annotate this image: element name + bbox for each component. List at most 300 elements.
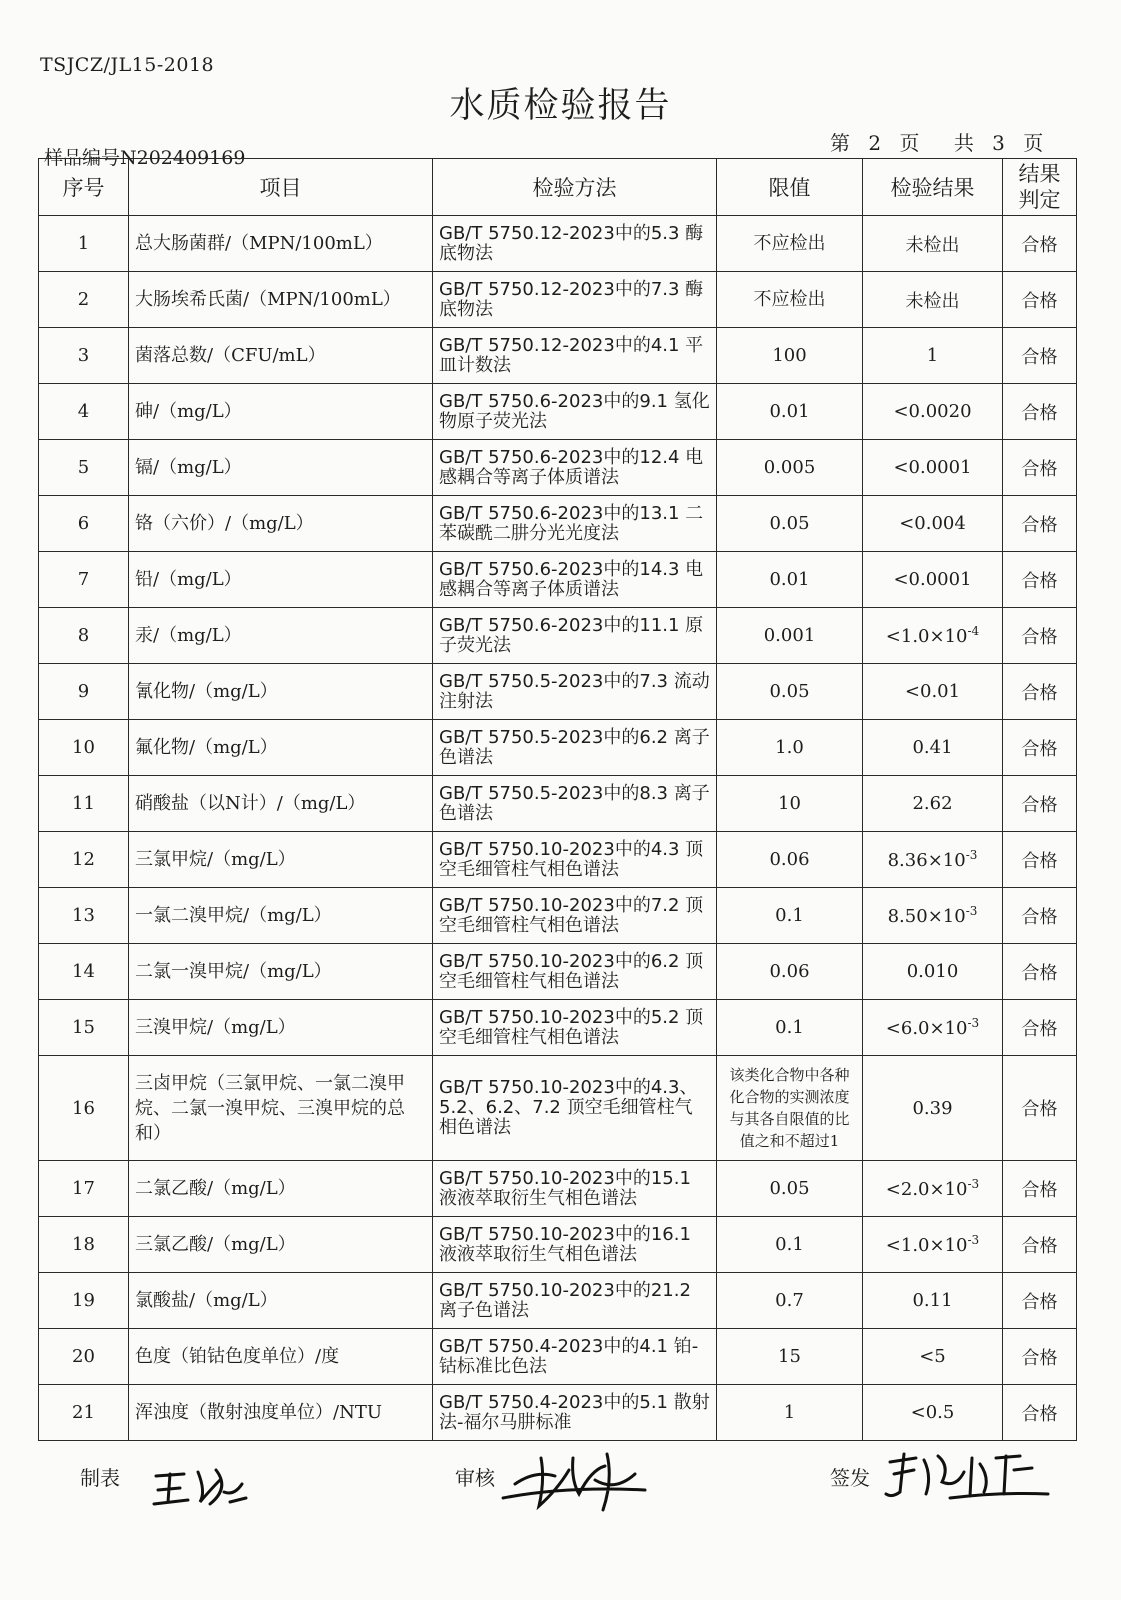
row-limit-text: 0.06 bbox=[769, 960, 810, 982]
row-result-text: <0.01 bbox=[904, 681, 961, 702]
row-item-text: 三溴甲烷/（mg/L） bbox=[135, 1017, 296, 1038]
row-method-text: GB/T 5750.12-2023中的7.3 酶底物法 bbox=[439, 278, 704, 320]
table-row bbox=[39, 1161, 1077, 1217]
table-row bbox=[39, 1056, 1077, 1161]
row-verdict bbox=[1003, 720, 1077, 776]
row-result bbox=[863, 1000, 1003, 1056]
row-number-text: 12 bbox=[72, 849, 95, 870]
row-result-text: 8.50×10 bbox=[887, 906, 966, 927]
row-limit bbox=[717, 608, 863, 664]
header-no: 序号 bbox=[39, 159, 129, 216]
row-limit bbox=[717, 888, 863, 944]
page-label-di: 第 bbox=[830, 131, 850, 155]
row-result-text: 0.41 bbox=[912, 737, 953, 758]
row-item-text: 三氯乙酸/（mg/L） bbox=[135, 1234, 296, 1255]
row-verdict bbox=[1003, 384, 1077, 440]
row-method-text: GB/T 5750.10-2023中的21.2 离子色谱法 bbox=[439, 1279, 691, 1321]
row-result-exponent: -3 bbox=[967, 1233, 980, 1247]
row-verdict bbox=[1003, 1161, 1077, 1217]
row-method bbox=[433, 216, 717, 272]
prepared-signature bbox=[150, 1462, 250, 1510]
row-number bbox=[39, 328, 129, 384]
row-verdict bbox=[1003, 216, 1077, 272]
row-number-text: 18 bbox=[72, 1234, 95, 1255]
row-item bbox=[129, 944, 433, 1000]
row-method-text: GB/T 5750.6-2023中的13.1 二苯碳酰二肼分光光度法 bbox=[439, 502, 704, 544]
row-item bbox=[129, 720, 433, 776]
row-result-text: 未检出 bbox=[905, 234, 960, 256]
row-verdict-text: 合格 bbox=[1021, 738, 1058, 760]
header-verdict bbox=[1003, 159, 1077, 216]
row-limit-text: 0.01 bbox=[769, 400, 810, 422]
row-verdict-text: 合格 bbox=[1021, 962, 1058, 984]
row-item-text: 铬（六价）/（mg/L） bbox=[135, 513, 314, 534]
table-row bbox=[39, 552, 1077, 608]
row-method bbox=[433, 496, 717, 552]
row-method bbox=[433, 664, 717, 720]
table-row bbox=[39, 384, 1077, 440]
row-limit-text: 0.1 bbox=[775, 1233, 804, 1255]
row-item-text: 汞/（mg/L） bbox=[135, 625, 242, 646]
row-verdict-text: 合格 bbox=[1021, 458, 1058, 480]
row-number bbox=[39, 888, 129, 944]
page-label-ye: 页 bbox=[899, 131, 920, 155]
page-total: 3 bbox=[992, 131, 1005, 155]
row-limit-text: 0.05 bbox=[769, 1177, 810, 1199]
row-item-text: 硝酸盐（以N计）/（mg/L） bbox=[135, 793, 366, 814]
row-result-exponent: -3 bbox=[967, 1016, 980, 1030]
table-row bbox=[39, 944, 1077, 1000]
row-verdict bbox=[1003, 496, 1077, 552]
table-row bbox=[39, 776, 1077, 832]
row-verdict bbox=[1003, 832, 1077, 888]
row-verdict-text: 合格 bbox=[1021, 682, 1058, 704]
row-method-text: GB/T 5750.6-2023中的9.1 氢化物原子荧光法 bbox=[439, 390, 710, 432]
results-table bbox=[38, 158, 1077, 1441]
row-limit-text: 0.001 bbox=[763, 624, 816, 646]
row-item-text: 三氯甲烷/（mg/L） bbox=[135, 849, 296, 870]
row-result bbox=[863, 1385, 1003, 1441]
row-verdict bbox=[1003, 1273, 1077, 1329]
row-limit-text: 100 bbox=[772, 344, 807, 366]
row-result bbox=[863, 384, 1003, 440]
row-method bbox=[433, 1000, 717, 1056]
row-limit bbox=[717, 664, 863, 720]
row-item bbox=[129, 1329, 433, 1385]
row-verdict-text: 合格 bbox=[1021, 346, 1058, 368]
row-number-text: 14 bbox=[72, 961, 95, 982]
report-title: 水质检验报告 bbox=[449, 86, 672, 126]
row-method-text: GB/T 5750.10-2023中的4.3、5.2、6.2、7.2 顶空毛细管柱气相色谱法 bbox=[439, 1077, 698, 1138]
row-result bbox=[863, 1056, 1003, 1161]
row-item bbox=[129, 216, 433, 272]
row-number-text: 13 bbox=[72, 905, 95, 926]
row-item bbox=[129, 440, 433, 496]
row-method-text: GB/T 5750.10-2023中的4.3 顶空毛细管柱气相色谱法 bbox=[439, 838, 704, 880]
sample-number: 样品编号N202409169 bbox=[44, 147, 246, 169]
table-row bbox=[39, 216, 1077, 272]
row-number bbox=[39, 720, 129, 776]
row-method bbox=[433, 832, 717, 888]
table-row bbox=[39, 888, 1077, 944]
row-limit-text: 不应检出 bbox=[753, 288, 826, 310]
row-method-text: GB/T 5750.10-2023中的16.1 液液萃取衍生气相色谱法 bbox=[439, 1223, 691, 1265]
row-method-text: GB/T 5750.6-2023中的12.4 电感耦合等离子体质谱法 bbox=[439, 446, 704, 488]
row-result-exponent: -3 bbox=[967, 1177, 980, 1191]
row-result bbox=[863, 496, 1003, 552]
row-number bbox=[39, 608, 129, 664]
row-limit-text: 0.1 bbox=[775, 904, 804, 926]
row-limit bbox=[717, 272, 863, 328]
table-row bbox=[39, 1273, 1077, 1329]
row-result-text: 2.62 bbox=[912, 793, 953, 814]
row-item bbox=[129, 272, 433, 328]
row-method bbox=[433, 1161, 717, 1217]
row-number-text: 10 bbox=[72, 737, 95, 758]
header-result: 检验结果 bbox=[863, 159, 1003, 216]
row-number bbox=[39, 776, 129, 832]
row-number-text: 8 bbox=[77, 625, 90, 646]
row-item bbox=[129, 664, 433, 720]
row-limit-text: 10 bbox=[778, 792, 801, 814]
row-result bbox=[863, 832, 1003, 888]
issued-by-label: 签发 bbox=[830, 1466, 870, 1490]
issued-signature bbox=[880, 1448, 1055, 1508]
row-result bbox=[863, 1161, 1003, 1217]
row-result-exponent: -3 bbox=[965, 904, 978, 918]
header-verdict-line2: 判定 bbox=[1018, 188, 1061, 212]
row-result bbox=[863, 552, 1003, 608]
row-result-text: 未检出 bbox=[905, 290, 960, 312]
row-item-text: 砷/（mg/L） bbox=[135, 401, 242, 422]
row-result-text: <5 bbox=[919, 1346, 946, 1367]
row-method-text: GB/T 5750.10-2023中的6.2 顶空毛细管柱气相色谱法 bbox=[439, 950, 704, 992]
row-limit bbox=[717, 552, 863, 608]
table-body bbox=[39, 216, 1077, 1441]
table-row bbox=[39, 328, 1077, 384]
row-number-text: 20 bbox=[72, 1346, 95, 1367]
row-item-text: 大肠埃希氏菌/（MPN/100mL） bbox=[135, 289, 401, 310]
row-verdict bbox=[1003, 328, 1077, 384]
row-number-text: 15 bbox=[72, 1017, 95, 1038]
prepared-by-label: 制表 bbox=[80, 1466, 120, 1490]
row-number bbox=[39, 272, 129, 328]
row-item bbox=[129, 776, 433, 832]
row-item bbox=[129, 384, 433, 440]
row-item-text: 浑浊度（散射浊度单位）/NTU bbox=[135, 1402, 382, 1423]
row-limit bbox=[717, 496, 863, 552]
row-number bbox=[39, 496, 129, 552]
row-method-text: GB/T 5750.10-2023中的7.2 顶空毛细管柱气相色谱法 bbox=[439, 894, 704, 936]
row-item bbox=[129, 1273, 433, 1329]
row-item bbox=[129, 1000, 433, 1056]
row-limit-text: 0.05 bbox=[769, 512, 810, 534]
row-verdict-text: 合格 bbox=[1021, 626, 1058, 648]
row-number bbox=[39, 664, 129, 720]
row-method-text: GB/T 5750.12-2023中的5.3 酶底物法 bbox=[439, 222, 704, 264]
row-result bbox=[863, 1273, 1003, 1329]
table-row bbox=[39, 608, 1077, 664]
row-verdict bbox=[1003, 1329, 1077, 1385]
row-verdict-text: 合格 bbox=[1021, 1347, 1058, 1369]
row-verdict-text: 合格 bbox=[1021, 1099, 1058, 1120]
row-number-text: 4 bbox=[77, 401, 90, 422]
row-item bbox=[129, 496, 433, 552]
row-method bbox=[433, 272, 717, 328]
row-item-text: 铅/（mg/L） bbox=[135, 569, 242, 590]
row-verdict bbox=[1003, 776, 1077, 832]
table-row bbox=[39, 440, 1077, 496]
row-verdict-text: 合格 bbox=[1021, 514, 1058, 536]
row-method-text: GB/T 5750.5-2023中的6.2 离子色谱法 bbox=[439, 726, 710, 768]
row-verdict bbox=[1003, 608, 1077, 664]
row-limit bbox=[717, 720, 863, 776]
row-result bbox=[863, 776, 1003, 832]
row-result-text: 0.39 bbox=[912, 1097, 953, 1119]
row-verdict bbox=[1003, 272, 1077, 328]
table-header-row bbox=[39, 159, 1077, 216]
row-number-text: 7 bbox=[77, 569, 90, 590]
row-result bbox=[863, 1217, 1003, 1273]
row-limit-text: 0.7 bbox=[775, 1289, 804, 1311]
row-verdict bbox=[1003, 1385, 1077, 1441]
page-current: 2 bbox=[868, 131, 882, 155]
row-limit bbox=[717, 944, 863, 1000]
row-verdict-text: 合格 bbox=[1021, 1179, 1058, 1201]
table-row bbox=[39, 496, 1077, 552]
row-item-text: 氰化物/（mg/L） bbox=[135, 681, 278, 702]
reviewed-by-label: 审核 bbox=[455, 1466, 495, 1490]
row-limit bbox=[717, 328, 863, 384]
row-verdict-text: 合格 bbox=[1021, 1018, 1058, 1040]
reviewed-signature bbox=[495, 1440, 655, 1520]
row-method bbox=[433, 384, 717, 440]
row-number bbox=[39, 1056, 129, 1161]
row-number-text: 5 bbox=[77, 457, 90, 478]
row-verdict bbox=[1003, 552, 1077, 608]
row-limit bbox=[717, 1161, 863, 1217]
row-number bbox=[39, 1329, 129, 1385]
row-result-exponent: -4 bbox=[967, 624, 980, 638]
row-number-text: 11 bbox=[72, 793, 95, 814]
row-result-text: <0.5 bbox=[910, 1402, 955, 1423]
row-number bbox=[39, 1217, 129, 1273]
row-item bbox=[129, 1056, 433, 1161]
row-limit bbox=[717, 1217, 863, 1273]
row-result bbox=[863, 440, 1003, 496]
row-result-text: <1.0×10 bbox=[885, 1235, 968, 1256]
row-limit-text: 不应检出 bbox=[753, 232, 826, 254]
row-verdict-text: 合格 bbox=[1021, 234, 1058, 256]
row-verdict-text: 合格 bbox=[1021, 570, 1058, 592]
row-number-text: 6 bbox=[77, 513, 90, 534]
row-result bbox=[863, 720, 1003, 776]
row-result-text: <0.0020 bbox=[893, 401, 972, 422]
table-row bbox=[39, 272, 1077, 328]
row-verdict-text: 合格 bbox=[1021, 794, 1058, 816]
row-number bbox=[39, 1273, 129, 1329]
row-number-text: 1 bbox=[77, 233, 90, 254]
row-item-text: 菌落总数/（CFU/mL） bbox=[135, 345, 326, 366]
table-row bbox=[39, 664, 1077, 720]
row-item-text: 色度（铂钴色度单位）/度 bbox=[135, 1346, 340, 1367]
row-limit bbox=[717, 1273, 863, 1329]
row-number bbox=[39, 832, 129, 888]
row-verdict-text: 合格 bbox=[1021, 1235, 1058, 1257]
table-row bbox=[39, 1329, 1077, 1385]
row-number bbox=[39, 944, 129, 1000]
row-verdict-text: 合格 bbox=[1021, 850, 1058, 872]
row-result-text: <1.0×10 bbox=[885, 626, 968, 647]
row-result bbox=[863, 1329, 1003, 1385]
row-method bbox=[433, 944, 717, 1000]
row-limit-text: 1 bbox=[783, 1401, 796, 1423]
row-item-text: 氯酸盐/（mg/L） bbox=[135, 1290, 278, 1311]
row-method bbox=[433, 440, 717, 496]
row-method bbox=[433, 888, 717, 944]
page-indicator bbox=[830, 127, 1049, 156]
row-limit bbox=[717, 440, 863, 496]
row-method bbox=[433, 1273, 717, 1329]
row-method bbox=[433, 1217, 717, 1273]
row-limit-text: 0.06 bbox=[769, 848, 810, 870]
row-result bbox=[863, 216, 1003, 272]
row-item bbox=[129, 552, 433, 608]
row-number bbox=[39, 1385, 129, 1441]
header-limit: 限值 bbox=[717, 159, 863, 216]
row-limit-text: 1.0 bbox=[775, 736, 804, 758]
row-item bbox=[129, 1161, 433, 1217]
row-method-text: GB/T 5750.4-2023中的4.1 铂-钴标准比色法 bbox=[439, 1335, 699, 1377]
row-item-text: 氟化物/（mg/L） bbox=[135, 737, 278, 758]
table-row bbox=[39, 1217, 1077, 1273]
row-verdict bbox=[1003, 1000, 1077, 1056]
row-verdict-text: 合格 bbox=[1021, 906, 1058, 928]
row-result-text: <2.0×10 bbox=[885, 1179, 968, 1200]
row-result-text: 0.010 bbox=[906, 961, 959, 982]
row-number bbox=[39, 216, 129, 272]
header-method: 检验方法 bbox=[433, 159, 717, 216]
header-verdict-line1: 结果 bbox=[1018, 162, 1061, 186]
row-item bbox=[129, 328, 433, 384]
row-method-text: GB/T 5750.4-2023中的5.1 散射法-福尔马肼标准 bbox=[439, 1391, 710, 1433]
page-label-gong: 共 bbox=[953, 131, 974, 155]
row-number bbox=[39, 384, 129, 440]
row-method bbox=[433, 720, 717, 776]
row-item-text: 一氯二溴甲烷/（mg/L） bbox=[135, 905, 332, 926]
row-result bbox=[863, 608, 1003, 664]
row-item-text: 三卤甲烷（三氯甲烷、一氯二溴甲烷、二氯一溴甲烷、三溴甲烷的总和） bbox=[135, 1072, 405, 1144]
row-verdict bbox=[1003, 944, 1077, 1000]
row-result-text: <0.0001 bbox=[893, 569, 972, 590]
row-result bbox=[863, 888, 1003, 944]
row-number bbox=[39, 1000, 129, 1056]
row-method bbox=[433, 1056, 717, 1161]
row-limit-text: 15 bbox=[778, 1345, 801, 1367]
row-item bbox=[129, 1385, 433, 1441]
row-item-text: 镉/（mg/L） bbox=[135, 457, 242, 478]
table-row bbox=[39, 1000, 1077, 1056]
header-item: 项目 bbox=[129, 159, 433, 216]
row-result-text: <0.004 bbox=[899, 513, 966, 534]
row-number-text: 21 bbox=[72, 1402, 95, 1423]
row-limit-text: 0.1 bbox=[775, 1016, 804, 1038]
row-method-text: GB/T 5750.10-2023中的15.1 液液萃取衍生气相色谱法 bbox=[439, 1167, 691, 1209]
row-number-text: 9 bbox=[77, 681, 90, 702]
row-verdict bbox=[1003, 1056, 1077, 1161]
row-verdict-text: 合格 bbox=[1021, 290, 1058, 312]
table-row bbox=[39, 1385, 1077, 1441]
row-result-exponent: -3 bbox=[965, 848, 978, 862]
row-limit-text: 0.01 bbox=[769, 568, 810, 590]
row-method-text: GB/T 5750.6-2023中的11.1 原子荧光法 bbox=[439, 614, 704, 656]
row-result bbox=[863, 328, 1003, 384]
row-number bbox=[39, 440, 129, 496]
row-verdict-text: 合格 bbox=[1021, 1291, 1058, 1313]
row-limit bbox=[717, 1329, 863, 1385]
row-method-text: GB/T 5750.10-2023中的5.2 顶空毛细管柱气相色谱法 bbox=[439, 1006, 704, 1048]
row-limit bbox=[717, 776, 863, 832]
row-method-text: GB/T 5750.12-2023中的4.1 平皿计数法 bbox=[439, 334, 704, 376]
row-method bbox=[433, 776, 717, 832]
row-result-text: 0.11 bbox=[912, 1290, 953, 1311]
row-item bbox=[129, 888, 433, 944]
table-row bbox=[39, 720, 1077, 776]
row-number-text: 2 bbox=[77, 289, 90, 310]
document-code: TSJCZ/JL15-2018 bbox=[40, 54, 215, 76]
row-item bbox=[129, 1217, 433, 1273]
row-result bbox=[863, 944, 1003, 1000]
row-method bbox=[433, 1329, 717, 1385]
row-result-text: <6.0×10 bbox=[885, 1018, 968, 1039]
row-limit-text: 0.05 bbox=[769, 680, 810, 702]
row-method bbox=[433, 1385, 717, 1441]
row-number bbox=[39, 552, 129, 608]
row-item bbox=[129, 832, 433, 888]
row-verdict bbox=[1003, 664, 1077, 720]
row-method bbox=[433, 552, 717, 608]
row-number-text: 17 bbox=[72, 1178, 95, 1199]
row-verdict-text: 合格 bbox=[1021, 1403, 1058, 1425]
row-method bbox=[433, 328, 717, 384]
row-number-text: 3 bbox=[77, 345, 90, 366]
row-limit-text: 0.005 bbox=[763, 456, 816, 478]
row-result bbox=[863, 664, 1003, 720]
row-limit bbox=[717, 216, 863, 272]
row-method-text: GB/T 5750.5-2023中的8.3 离子色谱法 bbox=[439, 782, 710, 824]
row-limit bbox=[717, 1000, 863, 1056]
row-result-text: 8.36×10 bbox=[887, 850, 966, 871]
row-verdict bbox=[1003, 440, 1077, 496]
row-limit bbox=[717, 1056, 863, 1161]
row-number-text: 16 bbox=[72, 1097, 95, 1119]
row-method-text: GB/T 5750.5-2023中的7.3 流动注射法 bbox=[439, 670, 710, 712]
row-verdict bbox=[1003, 888, 1077, 944]
row-limit bbox=[717, 384, 863, 440]
row-item-text: 二氯一溴甲烷/（mg/L） bbox=[135, 961, 332, 982]
row-limit bbox=[717, 832, 863, 888]
row-item-text: 总大肠菌群/（MPN/100mL） bbox=[135, 233, 383, 254]
row-item-text: 二氯乙酸/（mg/L） bbox=[135, 1178, 296, 1199]
row-result bbox=[863, 272, 1003, 328]
row-method-text: GB/T 5750.6-2023中的14.3 电感耦合等离子体质谱法 bbox=[439, 558, 704, 600]
row-item bbox=[129, 608, 433, 664]
row-method bbox=[433, 608, 717, 664]
row-verdict bbox=[1003, 1217, 1077, 1273]
row-limit-text: 该类化合物中各种化合物的实测浓度与其各自限值的比值之和不超过1 bbox=[729, 1066, 850, 1150]
table-row bbox=[39, 832, 1077, 888]
row-result-text: 1 bbox=[926, 345, 939, 366]
